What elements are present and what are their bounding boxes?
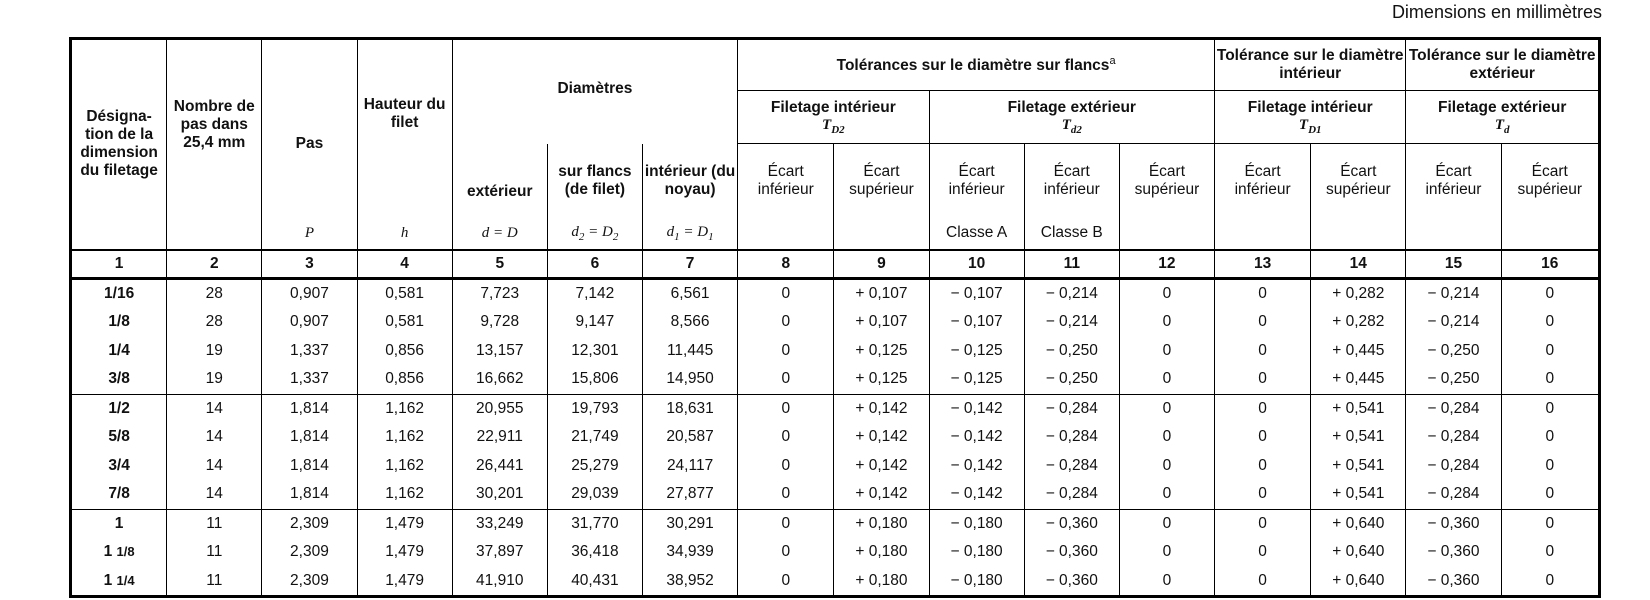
table-cell: 2,309: [262, 538, 357, 567]
table-cell: − 0,250: [1406, 365, 1501, 394]
column-number-3: 3: [262, 250, 357, 279]
symbol-d-eq-D: d = D: [452, 218, 547, 250]
column-number-15: 15: [1406, 250, 1501, 279]
table-cell: 28: [167, 308, 262, 337]
symbol-d2-eq-D2: $d_2 = D_2$: [547, 218, 642, 250]
table-cell: + 0,541: [1311, 423, 1406, 452]
table-cell: 0: [1501, 480, 1599, 509]
table-cell: 0: [1119, 365, 1214, 394]
table-cell: 7,723: [452, 278, 547, 308]
table-cell: − 0,250: [1024, 365, 1119, 394]
thread-dimensions-table: [69, 37, 1601, 598]
table-cell: − 0,107: [929, 308, 1024, 337]
column-number-6: 6: [547, 250, 642, 279]
table-row: [71, 480, 1600, 509]
table-cell: − 0,125: [929, 365, 1024, 394]
table-cell: 1,814: [262, 452, 357, 481]
table-cell: 0: [738, 337, 834, 366]
table-cell: 0: [1119, 452, 1214, 481]
header-ecart-inf-10: Écart inférieur: [929, 144, 1024, 218]
table-cell: 0,907: [262, 278, 357, 308]
table-cell: 19,793: [547, 394, 642, 423]
table-cell: − 0,284: [1406, 423, 1501, 452]
table-cell: + 0,541: [1311, 480, 1406, 509]
header-tol-flancs: [738, 39, 1215, 91]
table-cell: 0: [1215, 337, 1311, 366]
column-number-14: 14: [1311, 250, 1406, 279]
table-cell: + 0,180: [834, 538, 929, 567]
symbol-d1-eq-D1: $d_1 = D_1$: [642, 218, 737, 250]
symbol-P: P: [262, 218, 357, 250]
table-cell: 0: [1501, 538, 1599, 567]
table-cell: + 0,640: [1311, 538, 1406, 567]
header-fil-ext-diam: [1406, 91, 1600, 144]
table-cell: 0: [738, 480, 834, 509]
table-cell: + 0,640: [1311, 509, 1406, 538]
table-cell: 27,877: [642, 480, 737, 509]
classe-a: Classe A: [929, 218, 1024, 250]
table-cell: + 0,282: [1311, 308, 1406, 337]
table-cell: 33,249: [452, 509, 547, 538]
table-cell: + 0,541: [1311, 394, 1406, 423]
table-row: [71, 394, 1600, 423]
classe-b: Classe B: [1024, 218, 1119, 250]
table-cell: 0: [738, 538, 834, 567]
column-number-5: 5: [452, 250, 547, 279]
table-cell: 0: [1119, 394, 1214, 423]
table-cell: 0,856: [357, 337, 452, 366]
table-cell: − 0,142: [929, 452, 1024, 481]
table-cell: + 0,107: [834, 278, 929, 308]
table-cell: − 0,360: [1024, 567, 1119, 597]
table-cell: 14: [167, 480, 262, 509]
table-cell: 1,814: [262, 394, 357, 423]
table-cell: 1,162: [357, 394, 452, 423]
table-cell: 1,162: [357, 452, 452, 481]
table-cell: 25,279: [547, 452, 642, 481]
table-cell: − 0,284: [1406, 452, 1501, 481]
table-cell: 0,907: [262, 308, 357, 337]
table-cell: + 0,142: [834, 394, 929, 423]
table-cell: 0: [1501, 278, 1599, 308]
table-cell: 24,117: [642, 452, 737, 481]
header-ecart-inf-15: Écart inférieur: [1406, 144, 1501, 218]
header-diametres: Diamètres: [452, 39, 738, 144]
table-cell: 14: [167, 423, 262, 452]
table-cell: 0: [1215, 480, 1311, 509]
fil-int-label-2: Filetage intérieur: [1247, 98, 1373, 116]
table-cell: 0: [1501, 365, 1599, 394]
footnote-a: a: [1109, 54, 1116, 67]
table-cell: 0: [1119, 423, 1214, 452]
table-cell: 0: [1215, 567, 1311, 597]
header-ecart-inf-13: Écart inférieur: [1215, 144, 1311, 218]
header-ecart-inf-11: Écart inférieur: [1024, 144, 1119, 218]
fil-ext-label: Filetage extérieur: [1007, 98, 1136, 116]
table-cell: 0: [1119, 480, 1214, 509]
column-number-8: 8: [738, 250, 834, 279]
table-cell: − 0,360: [1406, 509, 1501, 538]
designation-cell: 1/16: [104, 284, 135, 302]
table-row: [71, 365, 1600, 394]
table-cell: + 0,282: [1311, 278, 1406, 308]
table-cell: 34,939: [642, 538, 737, 567]
table-cell: 0: [1215, 278, 1311, 308]
table-cell: 19: [167, 365, 262, 394]
header-designation: Désigna-tion de la dimension du filetage: [71, 39, 167, 250]
table-cell: 37,897: [452, 538, 547, 567]
header-tol-int: Tolérance sur le diamètre intérieur: [1215, 39, 1406, 91]
header-ecart-inf-8: Écart inférieur: [738, 144, 834, 218]
designation-cell: 7/8: [108, 485, 130, 503]
table-cell: 0: [738, 509, 834, 538]
table-cell: + 0,541: [1311, 452, 1406, 481]
table-cell: 11: [167, 567, 262, 597]
table-cell: + 0,107: [834, 308, 929, 337]
table-cell: + 0,142: [834, 423, 929, 452]
table-cell: 0: [1501, 337, 1599, 366]
table-cell: 26,441: [452, 452, 547, 481]
table-cell: 14: [167, 452, 262, 481]
table-cell: − 0,180: [929, 567, 1024, 597]
table-cell: 0,581: [357, 308, 452, 337]
table-cell: − 0,284: [1406, 394, 1501, 423]
table-cell: + 0,180: [834, 567, 929, 597]
table-cell: 11: [167, 538, 262, 567]
table-cell: 1,162: [357, 480, 452, 509]
table-cell: 21,749: [547, 423, 642, 452]
table-cell: 1,337: [262, 337, 357, 366]
table-cell: 0: [1119, 538, 1214, 567]
column-number-11: 11: [1024, 250, 1119, 279]
table-cell: 20,955: [452, 394, 547, 423]
table-row: [71, 278, 1600, 308]
header-fil-ext-flancs: [929, 91, 1214, 144]
designation-cell: 1 1/8: [103, 543, 135, 561]
symbol-TD2: $T_{D2}$: [822, 116, 845, 136]
table-row: [71, 337, 1600, 366]
header-ecart-sup-16: Écart supérieur: [1501, 144, 1599, 218]
table-cell: 0: [738, 423, 834, 452]
table-cell: − 0,125: [929, 337, 1024, 366]
column-number-7: 7: [642, 250, 737, 279]
table-cell: − 0,180: [929, 538, 1024, 567]
header-interieur-noyau: intérieur (du noyau): [642, 144, 737, 218]
table-cell: 15,806: [547, 365, 642, 394]
symbol-Td: $T_d$: [1494, 116, 1510, 136]
table-cell: 31,770: [547, 509, 642, 538]
table-row: [71, 452, 1600, 481]
table-cell: 0: [1501, 308, 1599, 337]
header-ecart-sup-9: Écart supérieur: [834, 144, 929, 218]
table-cell: 16,662: [452, 365, 547, 394]
table-cell: 0: [1215, 452, 1311, 481]
fil-int-label: Filetage intérieur: [770, 98, 896, 116]
table-cell: − 0,214: [1024, 308, 1119, 337]
table-cell: − 0,142: [929, 423, 1024, 452]
header-ecart-sup-14: Écart supérieur: [1311, 144, 1406, 218]
table-cell: 0: [1215, 394, 1311, 423]
header-hauteur: Hauteur du filet: [357, 39, 452, 218]
table-cell: 38,952: [642, 567, 737, 597]
table-cell: 0: [738, 452, 834, 481]
table-cell: − 0,360: [1024, 509, 1119, 538]
column-number-10: 10: [929, 250, 1024, 279]
column-number-12: 12: [1119, 250, 1214, 279]
table-cell: − 0,284: [1406, 480, 1501, 509]
table-cell: − 0,284: [1024, 394, 1119, 423]
header-pas: Pas: [262, 39, 357, 218]
table-cell: + 0,445: [1311, 337, 1406, 366]
table-cell: − 0,360: [1406, 567, 1501, 597]
table-cell: + 0,125: [834, 365, 929, 394]
table-cell: 6,561: [642, 278, 737, 308]
table-cell: 0: [1501, 423, 1599, 452]
table-cell: 36,418: [547, 538, 642, 567]
table-cell: + 0,640: [1311, 567, 1406, 597]
table-cell: 2,309: [262, 509, 357, 538]
designation-cell: 5/8: [108, 428, 130, 446]
table-cell: 19: [167, 337, 262, 366]
table-cell: − 0,142: [929, 480, 1024, 509]
table-cell: 11,445: [642, 337, 737, 366]
table-cell: − 0,142: [929, 394, 1024, 423]
table-cell: + 0,125: [834, 337, 929, 366]
table-cell: 0: [738, 365, 834, 394]
tol-flancs-label: Tolérances sur le diamètre sur flancs: [836, 57, 1110, 75]
table-cell: 13,157: [452, 337, 547, 366]
table-cell: − 0,284: [1024, 452, 1119, 481]
designation-cell: 1/2: [71, 394, 167, 423]
table-cell: 30,201: [452, 480, 547, 509]
table-cell: − 0,250: [1024, 337, 1119, 366]
symbol-Td2: $T_{d2}$: [1061, 116, 1082, 136]
table-cell: + 0,445: [1311, 365, 1406, 394]
table-cell: 0: [738, 567, 834, 597]
table-cell: 20,587: [642, 423, 737, 452]
table-cell: 0: [738, 394, 834, 423]
table-cell: 18,631: [642, 394, 737, 423]
table-cell: 1,479: [357, 567, 452, 597]
table-cell: + 0,142: [834, 452, 929, 481]
table-cell: 0: [1215, 509, 1311, 538]
table-cell: 30,291: [642, 509, 737, 538]
table-cell: 0: [1119, 308, 1214, 337]
table-cell: 2,309: [262, 567, 357, 597]
table-cell: 1,814: [262, 423, 357, 452]
table-cell: 0: [1119, 509, 1214, 538]
column-number-9: 9: [834, 250, 929, 279]
header-nombre-pas: Nombre de pas dans 25,4 mm: [167, 39, 262, 250]
table-cell: 9,147: [547, 308, 642, 337]
table-cell: 40,431: [547, 567, 642, 597]
table-cell: 9,728: [452, 308, 547, 337]
table-cell: − 0,284: [1024, 480, 1119, 509]
table-cell: − 0,180: [929, 509, 1024, 538]
fil-ext-label-2: Filetage extérieur: [1438, 98, 1567, 116]
table-cell: − 0,284: [1024, 423, 1119, 452]
column-number-13: 13: [1215, 250, 1311, 279]
column-number-1: 1: [71, 250, 167, 279]
designation-cell: 1/8: [108, 313, 130, 331]
column-number-4: 4: [357, 250, 452, 279]
header-ecart-sup-12: Écart supérieur: [1119, 144, 1214, 218]
table-cell: 0: [1501, 567, 1599, 597]
table-cell: 1,479: [357, 538, 452, 567]
table-cell: 0,581: [357, 278, 452, 308]
header-tol-ext: Tolérance sur le diamètre extérieur: [1406, 39, 1600, 91]
table-row: [71, 308, 1600, 337]
designation-cell: 1: [71, 509, 167, 538]
table-cell: − 0,250: [1406, 337, 1501, 366]
table-cell: 0: [1215, 538, 1311, 567]
designation-cell: 3/4: [108, 456, 130, 474]
table-cell: − 0,214: [1406, 278, 1501, 308]
table-cell: + 0,142: [834, 480, 929, 509]
table-cell: − 0,107: [929, 278, 1024, 308]
table-cell: 0: [738, 278, 834, 308]
table-cell: 0: [1215, 423, 1311, 452]
table-cell: 0: [1119, 278, 1214, 308]
table-cell: + 0,180: [834, 509, 929, 538]
table-cell: 0: [1501, 452, 1599, 481]
table-cell: 14: [167, 394, 262, 423]
table-cell: 28: [167, 278, 262, 308]
table-cell: 0: [1501, 509, 1599, 538]
designation-cell: 1 1/4: [103, 571, 135, 589]
table-cell: 1,337: [262, 365, 357, 394]
table-cell: 22,911: [452, 423, 547, 452]
table-cell: 0: [1119, 567, 1214, 597]
table-cell: 0,856: [357, 365, 452, 394]
designation-cell: 3/8: [108, 370, 130, 388]
table-row: [71, 538, 1600, 567]
header-sur-flancs: sur flancs (de filet): [547, 144, 642, 218]
table-cell: 7,142: [547, 278, 642, 308]
table-row: [71, 423, 1600, 452]
table-cell: 1,814: [262, 480, 357, 509]
table-cell: 0: [1119, 337, 1214, 366]
table-cell: − 0,360: [1024, 538, 1119, 567]
column-number-16: 16: [1501, 250, 1599, 279]
table-row: [71, 509, 1600, 538]
table-cell: 41,910: [452, 567, 547, 597]
units-note: Dimensions en millimètres: [1391, 2, 1602, 22]
table-cell: 0: [1215, 365, 1311, 394]
table-cell: 11: [167, 509, 262, 538]
table-cell: 1,162: [357, 423, 452, 452]
table-cell: − 0,360: [1406, 538, 1501, 567]
symbol-h: h: [357, 218, 452, 250]
table-cell: 14,950: [642, 365, 737, 394]
table-cell: 8,566: [642, 308, 737, 337]
header-fil-int-flancs: [738, 91, 929, 144]
column-number-2: 2: [167, 250, 262, 279]
header-fil-int-diam: [1215, 91, 1406, 144]
table-cell: 12,301: [547, 337, 642, 366]
table-row: [71, 567, 1600, 597]
table-cell: 0: [1501, 394, 1599, 423]
header-exterieur: extérieur: [452, 144, 547, 218]
table-cell: − 0,214: [1024, 278, 1119, 308]
table-cell: 29,039: [547, 480, 642, 509]
table-cell: 0: [738, 308, 834, 337]
table-cell: − 0,214: [1406, 308, 1501, 337]
table-cell: 1,479: [357, 509, 452, 538]
table-cell: 0: [1215, 308, 1311, 337]
symbol-TD1: $T_{D1}$: [1298, 116, 1322, 136]
designation-cell: 1/4: [108, 341, 130, 359]
